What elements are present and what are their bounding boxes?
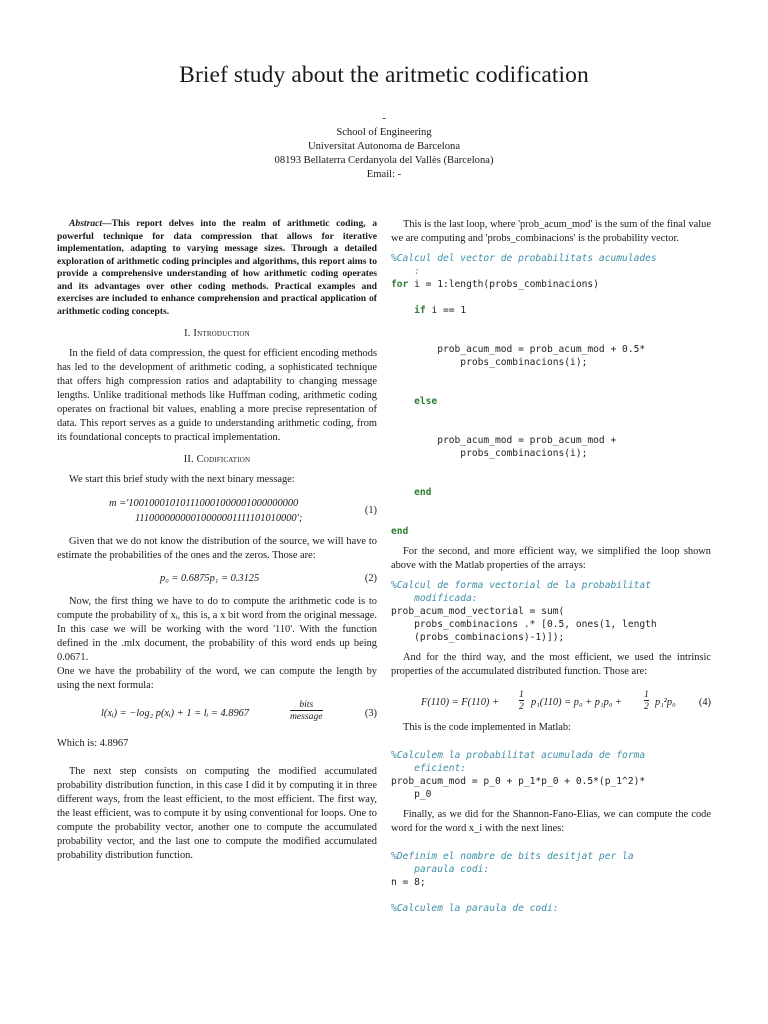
- equation-number: (3): [364, 708, 377, 719]
- affiliation-line: School of Engineering: [336, 127, 432, 138]
- codification-paragraph: Now, the first thing we have to do to compute the arithmetic code is to compute the probability of xᵢ, this is, a x bit word from the original message. In this case we will be working with the word '110'. With the function defined in the .mlx document, the probability of this word ends up being 0.0671.: [57, 596, 377, 663]
- code-comment: %Definim el nombre de bits desitjat per la paraula codi:: [391, 851, 634, 875]
- left-column: [57, 218, 377, 863]
- body-paragraph: Finally, as we did for the Shannon-Fano-Elias, we can compute the code word for the word x_i with the next lines:: [391, 809, 711, 834]
- section-heading-introduction: I. Introduction: [184, 328, 250, 339]
- code-comment: %Calculem la paraula de codi:: [391, 903, 559, 914]
- codification-paragraph: The next step consists on computing the modified accumulated probability distribution function, in this case I did it by computing it in three different ways, from the least efficient, to the most efficient. The first way, the least efficient, was to compute it by using conventional for loops. One to compute the probability vector, another one to compute the accumulated probability vector, and the last one to compute the modified accumulated probability distribution function.: [57, 766, 377, 861]
- paper-title: Brief study about the aritmetic codification: [179, 62, 589, 88]
- equation-number: (4): [698, 697, 711, 708]
- code-listing-efficient: %Calculem la probabilitat acumulada de forma eficient: prob_acum_mod = p_0 + p_1*p_0 + 0.5*(p_1^2)* p_0: [391, 750, 646, 800]
- equation-fraction: bits message: [290, 699, 323, 722]
- equation-fraction: $\frac{1}{2}$: [644, 689, 649, 712]
- codification-paragraph: Given that we do not know the distribution of the source, we will have to estimate the probabilities of the ones and the zeros. Those are:: [57, 536, 377, 561]
- codification-paragraph: Which is: 4.8967: [57, 738, 129, 749]
- affiliation-block: [0, 112, 768, 182]
- body-paragraph: And for the third way, and the most efficient, we used the intrinsic properties of the accumulated distributed function. Those are:: [391, 652, 711, 677]
- code-comment: %Calcul del vector de probabilitats acumulades :: [391, 253, 657, 277]
- equation-number: (1): [364, 505, 377, 516]
- abstract: [57, 218, 377, 318]
- body-paragraph: This is the code implemented in Matlab:: [403, 722, 571, 733]
- author-name: -: [382, 113, 386, 124]
- email-line: Email: -: [366, 169, 402, 180]
- abstract-text: —This report delves into the realm of arithmetic coding, a powerful technique for data compression that allows for iterative implementation, adapting to varying message sizes. Through a detailed exploration of arithmetic coding principles and algorithms, this report aims to provide a comprehensive understanding of how arithmetic coding operates and its advantages over other coding methods. Practical examples and exercises are included to enhance comprehension and practical application of arithmetic coding concepts.: [57, 218, 377, 317]
- code-listing-loop: %Calcul del vector de probabilitats acumulades : for i = 1:length(probs_combinacions) if i == 1 prob_acum_mod = prob_acum_mod + 0.5* probs_combinacions(i); else prob_acum_mod = prob_acum_mod + probs_combinacions(i); end end: [391, 253, 657, 537]
- code-listing-vectorial: %Calcul de forma vectorial de la probabilitat modificada: prob_acum_mod_vectorial = sum( probs_combinacions .* [0.5, ones(1, length (probs_combinacions)-1)]);: [391, 580, 657, 643]
- equation-fraction: $\frac{1}{2}$: [519, 689, 524, 712]
- equation-1: m ='100100010101110001000001000000000 11100000000010000001111101010000'; (1): [109, 498, 377, 524]
- code-listing-codeword: %Definim el nombre de bits desitjat per la paraula codi: n = 8; %Calculem la paraula de codi:: [391, 851, 634, 914]
- equation-3: l(xᵢ) = −log₂ p(xᵢ) + 1 = lᵢ = 4.8967 bits message (3): [101, 699, 377, 722]
- section-heading-codification: II. Codification: [183, 454, 251, 465]
- affiliation-line: 08193 Bellaterra Cerdanyola del Vallès (Barcelona): [274, 155, 494, 166]
- intro-paragraph: In the field of data compression, the quest for efficient encoding methods has led to the development of arithmetic coding, a sophisticated technique that offers high compression ratios and adaptability to changing message lengths. Unlike traditional methods like Huffman coding, arithmetic coding operates on fractional bit values, enabling a more precise representation of data. This report serves as a guide to understanding arithmetic coding, from its foundational concepts to practical implementation.: [57, 348, 377, 443]
- codification-paragraph: We start this brief study with the next binary message:: [69, 474, 295, 485]
- body-paragraph: For the second, and more efficient way, we simplified the loop shown above with the Matlab properties of the arrays:: [391, 546, 711, 571]
- code-comment: %Calcul de forma vectorial de la probabilitat modificada:: [391, 580, 651, 604]
- body-paragraph: This is the last loop, where 'prob_acum_mod' is the sum of the final value we are computing and 'probs_combinacions' is the probability vector.: [391, 219, 711, 244]
- codification-paragraph: One we have the probability of the word, we can compute the length by using the next formula:: [57, 666, 377, 691]
- right-column: [391, 218, 711, 915]
- abstract-lead: Abstract: [69, 218, 103, 229]
- affiliation-line: Universitat Autonoma de Barcelona: [307, 141, 461, 152]
- equation-2: p₀ = 0.6875p₁ = 0.3125 (2): [160, 573, 377, 584]
- equation-number: (2): [364, 573, 377, 584]
- equation-4: F(110) = F(110) + $\frac{1}{2}$ p₁(110) = p₀ + p₁p₀ + $\frac{1}{2}$ p₁²p₀ (4): [421, 689, 711, 712]
- code-comment: %Calculem la probabilitat acumulada de forma eficient:: [391, 750, 646, 774]
